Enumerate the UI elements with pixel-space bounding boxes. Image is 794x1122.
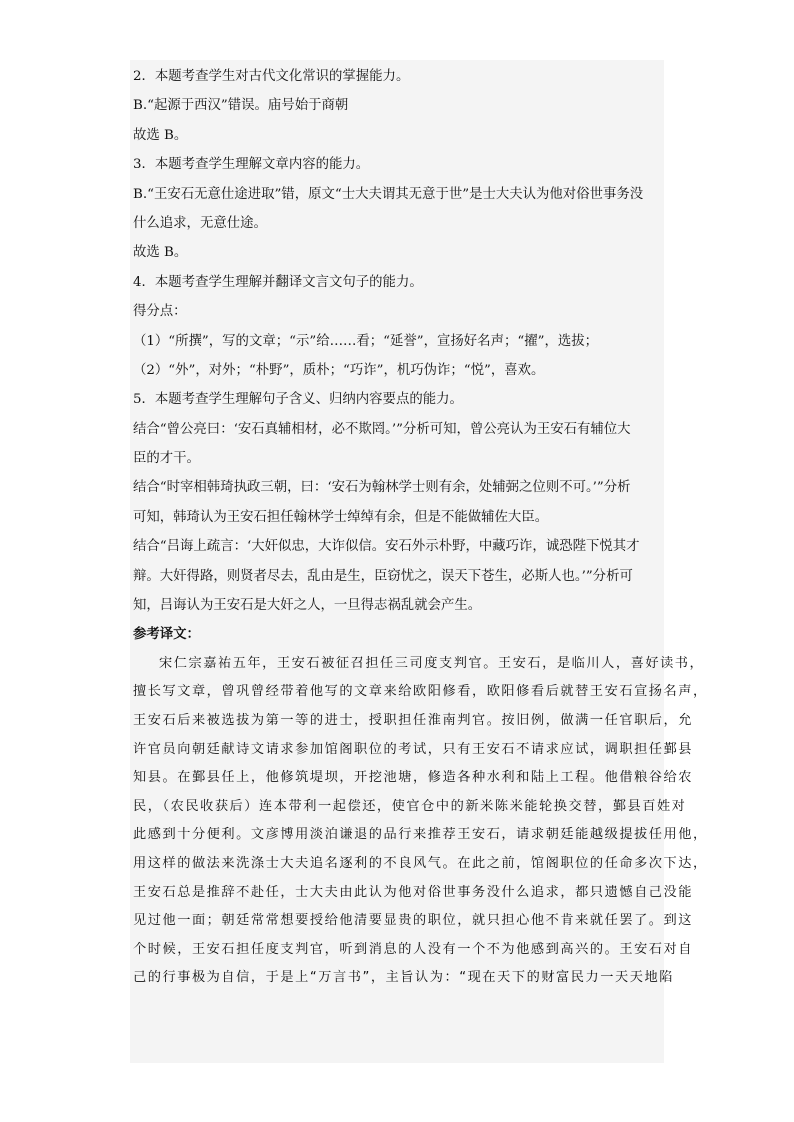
translation-line: 许官员向朝廷献诗文请求参加馆阁职位的考试，只有王安石不请求应试，调职担任鄞县 [133, 741, 694, 757]
translation-line: 民，（农民收获后）连本带利一起偿还，使官仓中的新米陈米能轮换交替，鄞县百姓对 [133, 798, 687, 814]
analysis-line: 结合“曾公亮曰：‘安石真辅相材，必不欺罔。’”分析可知，曾公亮认为王安石有辅位大 [133, 421, 631, 437]
translation-line: 知县。在鄞县任上，他修筑堤坝，开挖池塘，修造各种水利和陆上工程。他借粮谷给农 [133, 770, 694, 786]
translation-section [133, 650, 708, 993]
analysis-line: 辩。大奸得路，则贤者尽去，乱由是生，臣窃忧之，误天下苍生，必斯人也。’”分析可 [133, 568, 633, 584]
analysis-line: 5．本题考查学生理解句子含义、归纳内容要点的能力。 [133, 392, 463, 408]
document-content [133, 62, 708, 993]
analysis-line: B.“王安石无意仕途进取”错，原文“士大夫谓其无意于世”是士大夫认为他对俗世事务没 [133, 186, 644, 202]
analysis-line: 4．本题考查学生理解并翻译文言文句子的能力。 [133, 274, 423, 290]
analysis-line: 2．本题考查学生对古代文化常识的掌握能力。 [133, 69, 410, 84]
translation-line: 王安石总是推辞不赴任，士大夫由此认为他对俗世事务没什么追求，都只遗憾自己没能 [133, 884, 694, 900]
reference-translation-heading: 参考译文： [133, 627, 200, 643]
translation-line: 宋仁宗嘉祐五年，王安石被征召担任三司度支判官。王安石，是临川人，喜好读书， [159, 655, 705, 671]
analysis-line: 3．本题考查学生理解文章内容的能力。 [133, 157, 370, 173]
analysis-section [133, 62, 661, 620]
analysis-line: 臣的才干。 [133, 451, 200, 467]
analysis-line: 结合“吕诲上疏言：‘大奸似忠，大诈似信。安石外示朴野，中藏巧诈，诚恐陛下悦其才 [133, 539, 640, 555]
translation-line: 用这样的做法来洗涤士大夫追名逐利的不良风气。在此之前，馆阁职位的任命多次下达， [133, 855, 708, 871]
analysis-line: （1）“所撰”，写的文章；“示”给……看；“延誉”，宣扬好名声；“擢”，选拔； [133, 333, 599, 349]
translation-line: 擅长写文章，曾巩曾经带着他写的文章来给欧阳修看，欧阳修看后就替王安石宣扬名声， [133, 684, 708, 700]
analysis-line: 可知，韩琦认为王安石担任翰林学士绰绰有余，但是不能做辅佐大臣。 [133, 509, 549, 525]
analysis-line: 故选 B。 [133, 245, 188, 261]
analysis-line: （2）“外”，对外；“朴野”，质朴；“巧诈”，机巧伪诈；“悦”，喜欢。 [133, 362, 545, 378]
translation-line: 个时候，王安石担任度支判官，听到消息的人没有一个不为他感到高兴的。王安石对自 [133, 941, 694, 957]
translation-line: 见过他一面；朝廷常常想要授给他清要显贵的职位，就只担心他不肯来就任罢了。到这 [133, 913, 694, 929]
translation-line: 此感到十分便利。文彦博用淡泊谦退的品行来推荐王安石，请求朝廷能越级提拔任用他， [133, 827, 708, 843]
translation-line: 王安石后来被选拔为第一等的进士，授职担任淮南判官。按旧例，做满一任官职后，允 [133, 713, 694, 728]
analysis-line: 结合“时宰相韩琦执政三朝，曰：‘安石为翰林学士则有余，处辅弼之位则不可。’”分析 [133, 480, 631, 496]
translation-line: 己的行事极为自信，于是上“万言书”，主旨认为：“现在天下的财富民力一天天地陷 [133, 970, 674, 986]
analysis-line: 什么追求，无意仕途。 [133, 215, 267, 231]
analysis-line: 得分点： [133, 304, 187, 320]
analysis-line: 知，吕诲认为王安石是大奸之人，一旦得志祸乱就会产生。 [133, 598, 482, 614]
analysis-line: 故选 B。 [133, 127, 188, 143]
analysis-line: B.“起源于西汉”错误。庙号始于商朝 [133, 98, 349, 114]
